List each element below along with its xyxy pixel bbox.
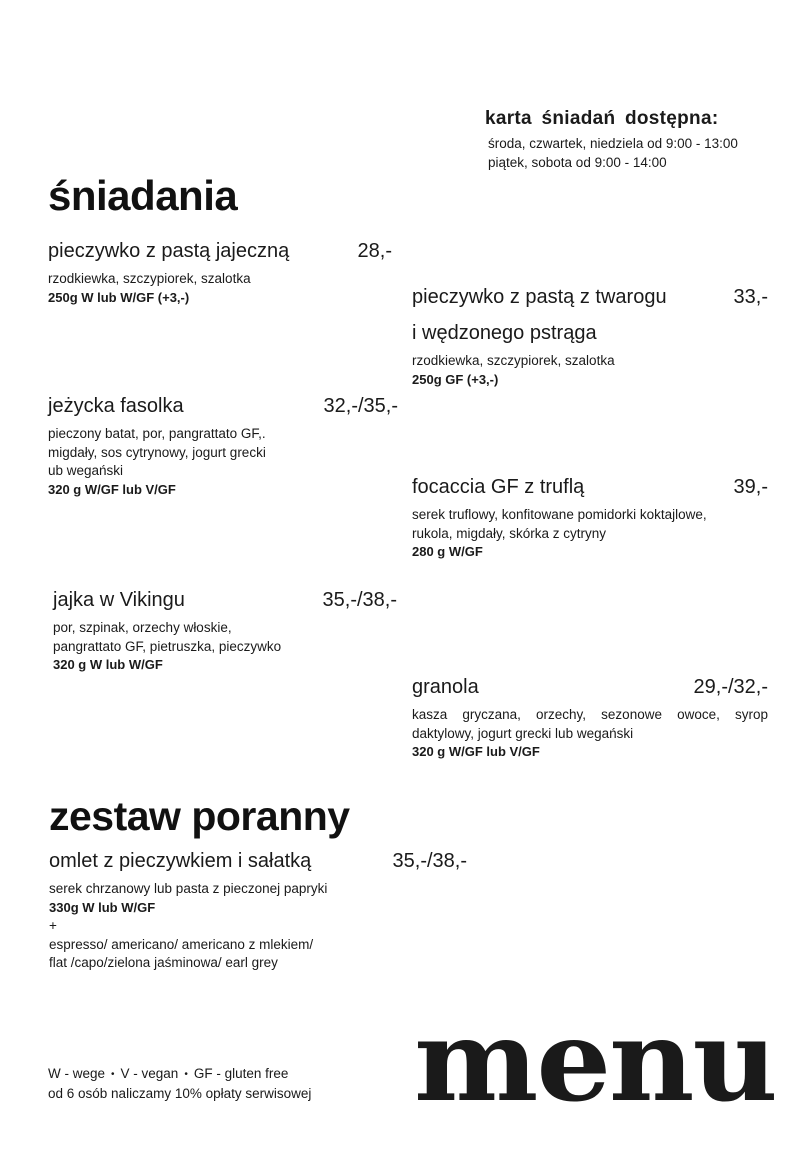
item-name: jajka w Vikingu bbox=[53, 589, 185, 611]
menu-logo: menu bbox=[414, 996, 776, 1127]
item-price: 28,- bbox=[357, 240, 392, 262]
drinks-list bbox=[49, 936, 467, 973]
item-weight: 280 g W/GF bbox=[412, 544, 483, 559]
item-name: focaccia GF z truflą bbox=[412, 476, 585, 498]
item-price: 29,-/32,- bbox=[693, 676, 768, 698]
description-line: por, szpinak, orzechy włoskie, bbox=[53, 620, 232, 635]
item-name: granola bbox=[412, 676, 479, 698]
item-description: serek chrzanowy lub pasta z pieczonej papryki bbox=[49, 881, 328, 896]
menu-item bbox=[53, 589, 397, 675]
item-weight: 320 g W lub W/GF bbox=[53, 657, 163, 672]
description-line: ub wegański bbox=[48, 463, 124, 478]
item-name: pieczywko z pastą z twarogu bbox=[412, 286, 667, 308]
menu-item bbox=[48, 240, 392, 307]
legend-separator: • bbox=[184, 1069, 188, 1080]
item-price: 35,-/38,- bbox=[392, 850, 467, 872]
item-price: 32,-/35,- bbox=[323, 395, 398, 417]
item-price: 33,- bbox=[733, 286, 768, 308]
drinks-line: espresso/ americano/ americano z mlekiem/ bbox=[49, 936, 314, 952]
item-name: jeżycka fasolka bbox=[48, 395, 184, 417]
menu-item bbox=[412, 676, 768, 762]
legend-item-gluten-free: GF - gluten free bbox=[193, 1066, 289, 1081]
description-line: rukola, migdały, skórka z cytryny bbox=[412, 525, 607, 541]
availability-title: karta śniadań dostępna: bbox=[485, 108, 719, 129]
availability-line: środa, czwartek, niedziela od 9:00 - 13:00 bbox=[488, 136, 738, 151]
legend-separator: • bbox=[111, 1069, 115, 1080]
item-name-continued: i wędzonego pstrąga bbox=[412, 322, 597, 344]
item-description bbox=[48, 425, 398, 481]
item-description: rzodkiewka, szczypiorek, szalotka bbox=[48, 271, 251, 286]
item-name: pieczywko z pastą jajeczną bbox=[48, 240, 290, 262]
item-description: kasza gryczana, orzechy, sezonowe owoce, syrop daktylowy, jogurt grecki lub wegański bbox=[412, 707, 768, 741]
item-price: 39,- bbox=[733, 476, 768, 498]
item-weight: 320 g W/GF lub V/GF bbox=[412, 744, 540, 759]
availability-line: piątek, sobota od 9:00 - 14:00 bbox=[488, 155, 667, 170]
menu-item bbox=[412, 476, 768, 562]
menu-item bbox=[49, 850, 467, 973]
item-weight: 330g W lub W/GF bbox=[49, 899, 156, 915]
item-name: omlet z pieczywkiem i sałatką bbox=[49, 850, 312, 872]
menu-item bbox=[412, 286, 768, 389]
description-line: pangrattato GF, pietruszka, pieczywko bbox=[53, 638, 282, 654]
item-description bbox=[53, 619, 397, 656]
service-charge-note: od 6 osób naliczamy 10% opłaty serwisowej bbox=[48, 1086, 312, 1101]
section-title-zestaw-poranny: zestaw poranny bbox=[49, 793, 350, 839]
item-weight: 320 g W/GF lub V/GF bbox=[48, 481, 176, 497]
item-weight: 250g GF (+3,-) bbox=[412, 371, 499, 387]
section-title-sniadania: śniadania bbox=[48, 172, 238, 219]
plus-sign: + bbox=[49, 918, 57, 933]
item-description bbox=[412, 506, 768, 543]
description-line: migdały, sos cytrynowy, jogurt grecki bbox=[48, 444, 266, 460]
diet-legend bbox=[48, 1066, 288, 1081]
description-line: serek truflowy, konfitowane pomidorki koktajlowe, bbox=[412, 507, 707, 522]
description-line: pieczony batat, por, pangrattato GF,. bbox=[48, 426, 266, 441]
item-weight: 250g W lub W/GF (+3,-) bbox=[48, 289, 190, 305]
menu-item bbox=[48, 395, 398, 499]
legend-item-wege: W - wege bbox=[48, 1066, 106, 1081]
legend-item-vegan: V - vegan bbox=[120, 1066, 179, 1081]
item-price: 35,-/38,- bbox=[322, 589, 397, 611]
drinks-line: flat /capo/zielona jaśminowa/ earl grey bbox=[49, 955, 278, 970]
item-description: rzodkiewka, szczypiorek, szalotka bbox=[412, 353, 615, 368]
